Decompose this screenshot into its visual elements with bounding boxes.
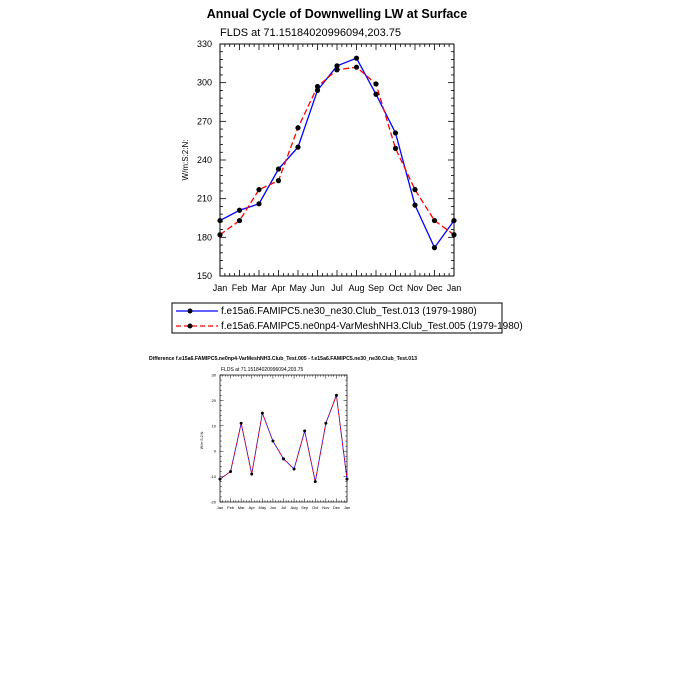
legend-marker-2 [188,324,193,329]
series-1-point [451,218,456,223]
x-tick-label: Dec [426,283,443,293]
main-plot-frame [220,44,454,276]
difference-chart-subtitle: FLDS at 71.15184020996094,203.75 [221,367,304,373]
series-2-point [272,440,275,443]
x-tick-label: Nov [322,505,330,510]
series-2-point [282,457,285,460]
difference-chart [149,356,417,510]
series-1-point [354,56,359,61]
series-2-point [432,218,437,223]
legend-entry-1 [176,306,477,317]
y-tick-label: 0 [213,448,216,454]
x-tick-label: Feb [227,505,235,510]
x-tick-label: Oct [312,505,319,510]
legend-marker-1 [188,309,193,314]
series-2-point [314,480,317,483]
series-line-1 [220,58,454,247]
legend-label-2: f.e15a6.FAMIPC5.ne0np4-VarMeshNH3.Club_Test.005 (1979-1980) [221,321,523,332]
y-tick-label: -10 [210,474,216,480]
difference-chart-title: Difference f.e15a6.FAMIPC5.ne0np4-VarMeshNH3.Club_Test.005 - f.e15a6.FAMIPC5.ne30_ne30.Club_Test.013 [149,356,417,362]
series-2-point [315,84,320,89]
series-2-point [354,65,359,70]
x-tick-label: Oct [388,283,403,293]
main-series [217,56,456,251]
series-2-point [346,478,349,481]
x-tick-label: May [258,505,267,510]
x-tick-label: Aug [290,505,298,510]
series-2-point [256,187,261,192]
x-tick-label: Sep [301,505,309,510]
x-tick-label: Apr [248,505,255,510]
x-tick-label: Jan [446,283,462,293]
legend-label-1: f.e15a6.FAMIPC5.ne30_ne30.Club_Test.013 (1979-1980) [221,306,477,317]
series-2-point [412,187,417,192]
x-tick-label: Sep [367,283,385,293]
series-1-point [276,166,281,171]
x-tick-label: Dec [332,505,340,510]
y-tick-label: 180 [196,232,212,243]
x-tick-label: Jun [310,283,325,293]
y-tick-label: 210 [196,193,212,204]
series-2-point [324,422,327,425]
series-2-point [237,218,242,223]
x-tick-label: Jul [280,505,287,510]
x-tick-label: Feb [231,283,248,293]
series-line-2 [220,395,347,481]
series-line-2 [220,67,454,235]
series-2-point [393,146,398,151]
main-chart-title: Annual Cycle of Downwelling LW at Surface [206,7,468,21]
x-tick-label: Jan [216,505,224,510]
series-1-point [412,203,417,208]
series-2-point [261,412,264,415]
main-y-axis-label: W/m:S:2:N: [181,139,190,181]
y-tick-label: 30 [211,372,216,378]
series-2-point [229,470,232,473]
y-tick-label: 20 [211,397,216,403]
series-1-point [237,208,242,213]
y-tick-label: 300 [196,77,212,88]
series-2-point [217,232,222,237]
series-line-1 [220,395,347,481]
series-2-point [303,429,306,432]
difference-ticks [210,373,350,511]
series-2-point [250,473,253,476]
x-tick-label: Aug [348,283,365,293]
series-2-point [295,125,300,130]
series-1-point [393,130,398,135]
series-2-point [373,81,378,86]
y-tick-label: 150 [196,271,212,281]
series-2-point [334,67,339,72]
difference-y-axis-label: W/m:S:2:N: [200,430,204,450]
series-2-point [335,394,338,397]
series-2-point [293,468,296,471]
series-1-point [295,145,300,150]
legend-entry-2 [176,321,523,332]
difference-plot-frame [220,375,347,502]
y-tick-label: 330 [196,39,212,49]
series-1-point [256,201,261,206]
x-tick-label: Jan [343,505,351,510]
legend [172,303,523,333]
x-tick-label: May [289,283,307,293]
y-tick-label: 240 [196,155,212,165]
x-tick-label: Mar [251,283,267,293]
series-2-point [240,422,243,425]
y-tick-label: -20 [210,499,216,505]
main-chart-subtitle: FLDS at 71.15184020996094,203.75 [220,27,402,39]
x-tick-label: Jun [269,505,277,510]
series-1-point [373,92,378,97]
y-tick-label: 10 [211,423,216,429]
x-tick-label: Jan [212,283,228,293]
difference-series [219,394,349,483]
series-2-point [451,232,456,237]
series-2-point [219,478,222,481]
series-1-point [432,245,437,250]
main-chart [181,7,467,293]
x-tick-label: Apr [271,283,286,293]
series-1-point [217,218,222,223]
x-tick-label: Jul [331,283,343,293]
series-2-point [276,178,281,183]
y-tick-label: 270 [196,116,212,127]
x-tick-label: Nov [406,283,424,293]
x-tick-label: Mar [237,505,245,510]
